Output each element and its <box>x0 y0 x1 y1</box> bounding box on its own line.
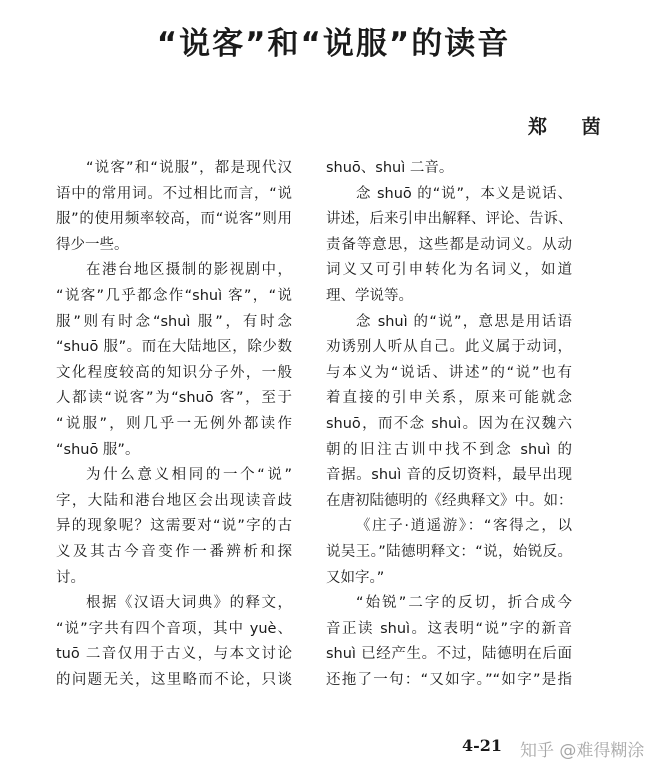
text-line: 为什么意义相同的一个“说” <box>86 467 292 484</box>
text-line: 音正读 shuì。这表明“说”字的新音 <box>326 620 572 637</box>
text-line: “shuō 服”。 <box>56 441 140 458</box>
text-line: 说吴王。”陆德明释文：“说，始锐反。 <box>326 543 572 560</box>
author-name: 郑 茵 <box>528 116 615 138</box>
text-line: “说服”，则几乎一无例外都读作 <box>56 415 292 432</box>
text-line: 念 shuì 的“说”，意思是用话语 <box>356 313 572 330</box>
article-title: “说客”和“说服”的读音 <box>156 26 511 62</box>
text-line: 《庄子·逍遥游》：“客得之，以 <box>356 518 572 535</box>
left-column <box>56 156 292 693</box>
right-column <box>326 156 572 693</box>
text-line: shuō，而不念 shuì。因为在汉魏六 <box>326 415 572 432</box>
text-line: 讲述，后来引申出解释、评论、告诉、 <box>326 211 572 228</box>
text-line: 音据。shuì 音的反切资料，最早出现 <box>326 467 572 484</box>
text-line: 文化程度较高的知识分子外，一般 <box>56 364 292 381</box>
text-line: “始锐”二字的反切，折合成今 <box>356 595 572 612</box>
text-line: 服”则有时念“shuì 服”，有时念 <box>56 313 292 330</box>
text-line: 在港台地区摄制的影视剧中， <box>86 262 292 279</box>
text-line: 字，大陆和港台地区会出现读音歧 <box>56 492 292 509</box>
text-line: 与本义为“说话、讲述”的“说”也有 <box>326 364 572 381</box>
text-line: “说客”和“说服”，都是现代汉 <box>86 160 292 176</box>
text-line: 劝诱别人听从自己。此义属于动词， <box>326 339 572 356</box>
text-line: 还拖了一句：“又如字。”“如字”是指 <box>326 671 572 688</box>
text-line: tuō 二音仅用于古义，与本文讨论 <box>56 646 292 663</box>
text-line: 义及其古今音变作一番辨析和探 <box>56 543 292 560</box>
text-line: “说客”几乎都念作“shuì 客”，“说 <box>56 287 292 304</box>
text-line: shuō、shuì 二音。 <box>326 160 454 176</box>
text-line: 人都读“说客”为“shuō 客”，至于 <box>56 390 292 407</box>
text-line: 的问题无关，这里略而不论，只谈 <box>56 671 292 688</box>
text-line: 着直接的引申关系，原来可能就念 <box>326 390 572 407</box>
text-line: 朝的旧注古训中找不到念 shuì 的 <box>326 441 572 458</box>
text-line: shuì 已经产生。不过，陆德明在后面 <box>326 646 572 663</box>
text-line: 词义又可引申转化为名词义，如道 <box>326 262 572 279</box>
text-line: 讨。 <box>56 569 85 586</box>
text-line: 语中的常用词。不过相比而言，“说 <box>56 185 292 202</box>
text-line: 在唐初陆德明的《经典释文》中。如： <box>326 492 572 509</box>
text-line: 责备等意思，这些都是动词义。从动 <box>326 236 572 253</box>
text-line: 异的现象呢？这需要对“说”字的古 <box>56 518 292 535</box>
text-line: “说”字共有四个音项，其中 yuè、 <box>56 620 292 637</box>
text-line: 服”的使用频率较高，而“说客”则用 <box>56 211 292 228</box>
page-number: 4-21 <box>462 736 503 755</box>
text-line: 理、学说等。 <box>326 287 413 304</box>
text-line: 得少一些。 <box>56 236 129 253</box>
watermark: 知乎 @难得糊涂 <box>520 741 645 761</box>
text-line: 又如字。” <box>326 569 385 586</box>
text-line: “shuō 服”。而在大陆地区，除少数 <box>56 339 292 356</box>
text-line: 念 shuō 的“说”，本义是说话、 <box>356 185 572 202</box>
text-line: 根据《汉语大词典》的释文， <box>86 595 292 612</box>
